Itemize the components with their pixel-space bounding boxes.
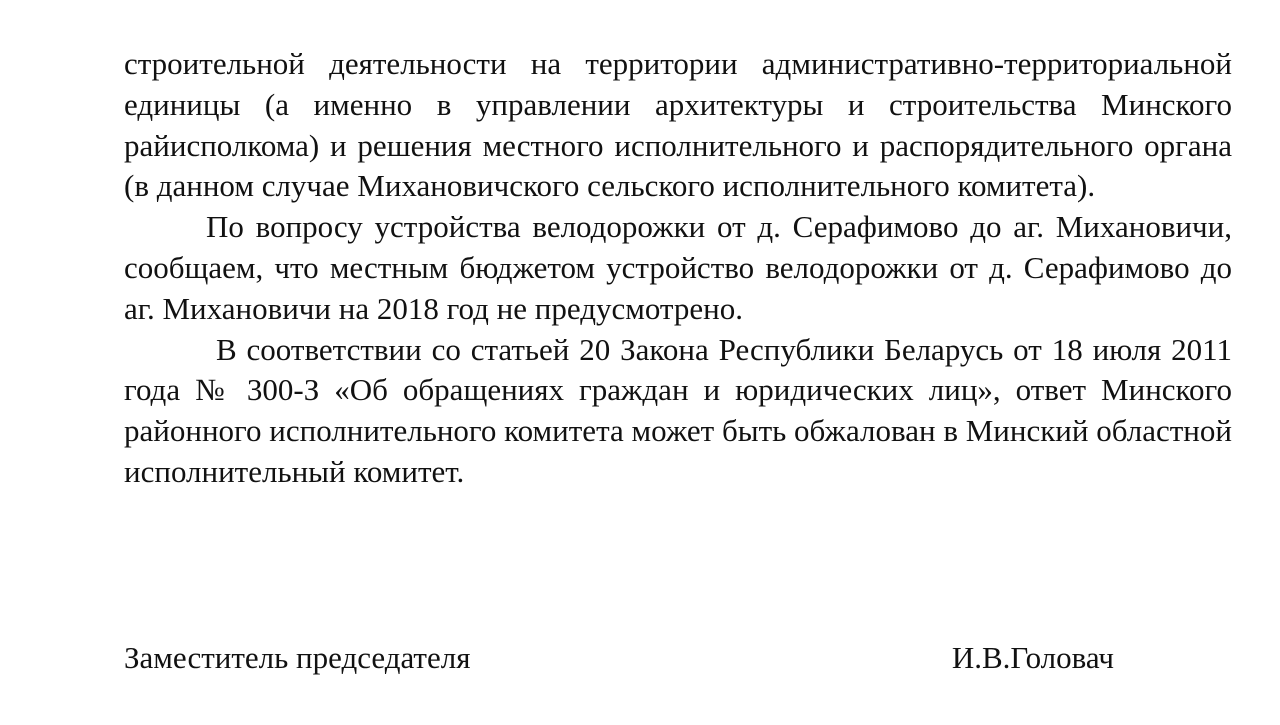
paragraph-appeal-rights: В соответствии со статьей 20 Закона Республики Беларусь от 18 июля 2011 года № 300-З «Об обращениях граждан и юридических лиц», ответ Минского районного исполнительного комитета может быть обжалован в Минский областной исполнительный комитет. — [124, 331, 1232, 489]
signatory-name: И.В.Головач — [951, 640, 1114, 675]
document-body — [124, 44, 1232, 493]
paragraph-continuation: строительной деятельности на территории административно-территориальной единицы (а именно в управлении архитектуры и строительства Минского райисполкома) и решения местного исполнительного и распорядительного органа (в данном случае Михановичского сельского исполнительного комитета). — [124, 46, 1232, 204]
signature-block — [124, 638, 1114, 680]
signatory-title: Заместитель председателя — [124, 640, 471, 675]
paragraph-bike-path: По вопросу устройства велодорожки от д. Серафимово до аг. Михановичи, сообщаем, что местным бюджетом устройство велодорожки от д. Серафимово до аг. Михановичи на 2018 год не предусмотрено. — [124, 209, 1232, 326]
